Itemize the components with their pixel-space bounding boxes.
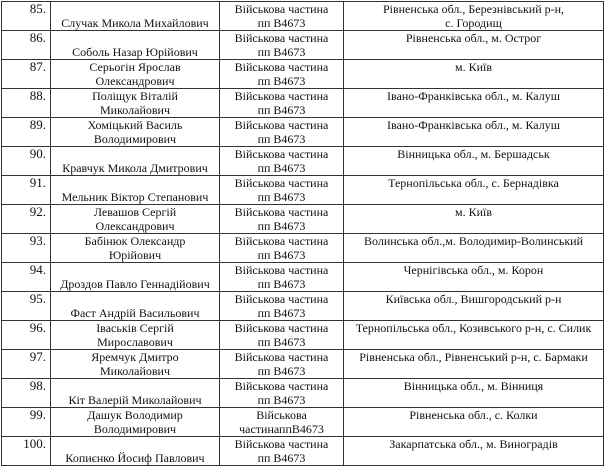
military-unit xyxy=(220,89,344,118)
row-number xyxy=(2,89,51,118)
location-text: Закарпатська обл., м. Виноградів xyxy=(389,437,558,451)
location xyxy=(344,292,604,321)
num-text: 88. xyxy=(29,88,46,103)
unit-text: Військова частина xyxy=(234,263,329,277)
unit-text: Військова частина xyxy=(234,292,329,306)
table-row xyxy=(2,321,604,350)
name-text: Іваськів Сергій xyxy=(96,321,174,335)
location xyxy=(344,89,604,118)
name-text: Соболь Назар Юрійович xyxy=(72,45,198,59)
unit-text: Військова частина xyxy=(234,205,329,219)
location xyxy=(344,176,604,205)
location xyxy=(344,147,604,176)
unit-text: пп В4673 xyxy=(257,219,306,233)
military-unit xyxy=(220,118,344,147)
location-text: Волинська обл.,м. Володимир-Волинський xyxy=(363,234,584,248)
military-unit xyxy=(220,350,344,379)
num-text: 87. xyxy=(29,59,46,74)
location-text: Чернігівська обл., м. Корон xyxy=(403,263,544,277)
table-row xyxy=(2,263,604,292)
person-name xyxy=(51,350,220,379)
unit-text: Військова частина xyxy=(234,2,329,16)
location-text: м. Київ xyxy=(454,60,493,74)
location xyxy=(344,408,604,437)
unit-text: пп В4673 xyxy=(257,74,306,88)
person-name xyxy=(51,292,220,321)
military-unit xyxy=(220,176,344,205)
row-number xyxy=(2,176,51,205)
location-text: Рівненська обл., Рівненський р-н, с. Бармаки xyxy=(359,350,588,364)
military-unit xyxy=(220,292,344,321)
unit-text: пп В4673 xyxy=(257,335,306,349)
location xyxy=(344,205,604,234)
name-text: Миколайович xyxy=(99,103,170,117)
num-text: 89. xyxy=(29,117,46,132)
military-unit xyxy=(220,31,344,60)
location-text: Вінницька обл., м. Вінниця xyxy=(403,379,544,393)
unit-text: Військова частина xyxy=(234,118,329,132)
person-name xyxy=(51,89,220,118)
table-row xyxy=(2,350,604,379)
row-number xyxy=(2,379,51,408)
location-text: Рівненська обл., м. Острог xyxy=(405,31,542,45)
name-text: Случак Микола Михайлович xyxy=(61,16,209,30)
name-text: Мирославович xyxy=(97,335,173,349)
num-text: 90. xyxy=(29,146,46,161)
unit-text: пп В4673 xyxy=(257,306,306,320)
unit-text: Військова частина xyxy=(234,31,329,45)
location xyxy=(344,2,604,31)
location xyxy=(344,31,604,60)
person-name xyxy=(51,2,220,31)
person-name xyxy=(51,176,220,205)
unit-text: Військова частина xyxy=(234,60,329,74)
location-text: Івано-Франківська обл., м. Калуш xyxy=(387,89,560,103)
name-text: Олександрович xyxy=(95,219,175,233)
person-name xyxy=(51,234,220,263)
name-text: Хоміцький Василь xyxy=(87,118,183,132)
row-number xyxy=(2,263,51,292)
name-text: Кіт Валерій Миколайович xyxy=(68,393,202,407)
military-unit xyxy=(220,408,344,437)
unit-text: пп В4673 xyxy=(257,364,306,378)
unit-text: Військова частина xyxy=(234,176,329,190)
name-text: Миколайович xyxy=(99,364,170,378)
row-number xyxy=(2,147,51,176)
row-number xyxy=(2,292,51,321)
military-unit xyxy=(220,437,344,466)
location xyxy=(344,350,604,379)
person-name xyxy=(51,379,220,408)
num-text: 86. xyxy=(29,30,46,45)
num-text: 100. xyxy=(23,436,46,451)
row-number xyxy=(2,118,51,147)
row-number xyxy=(2,437,51,466)
table-row xyxy=(2,379,604,408)
unit-text: пп В4673 xyxy=(257,45,306,59)
military-unit xyxy=(220,234,344,263)
num-text: 93. xyxy=(29,233,46,248)
name-text: Яремчук Дмитро xyxy=(91,350,179,364)
unit-text: Військова xyxy=(256,408,307,422)
unit-text: Військова частина xyxy=(234,379,329,393)
unit-text: частинаппВ4673 xyxy=(239,422,324,436)
location-text: м. Київ xyxy=(454,205,493,219)
location-text: Київська обл., Вишгородський р-н xyxy=(385,292,562,306)
table-row xyxy=(2,176,604,205)
name-text: Кравчук Микола Дмитрович xyxy=(62,161,208,175)
person-name xyxy=(51,408,220,437)
person-name xyxy=(51,31,220,60)
name-text: Юрійович xyxy=(108,248,162,262)
row-number xyxy=(2,60,51,89)
unit-text: Військова частина xyxy=(234,437,329,451)
location-text: Тернопільська обл., с. Бернадівка xyxy=(388,176,559,190)
table-row xyxy=(2,147,604,176)
row-number xyxy=(2,31,51,60)
table-row xyxy=(2,60,604,89)
location xyxy=(344,379,604,408)
num-text: 96. xyxy=(29,320,46,335)
row-number xyxy=(2,350,51,379)
unit-text: пп В4673 xyxy=(257,393,306,407)
table-row xyxy=(2,205,604,234)
unit-text: Військова частина xyxy=(234,350,329,364)
military-unit xyxy=(220,321,344,350)
person-name xyxy=(51,205,220,234)
num-text: 95. xyxy=(29,291,46,306)
location xyxy=(344,118,604,147)
location xyxy=(344,263,604,292)
unit-text: пп В4673 xyxy=(257,248,306,262)
num-text: 99. xyxy=(29,407,46,422)
unit-text: пп В4673 xyxy=(257,190,306,204)
unit-text: Військова частина xyxy=(234,147,329,161)
location-text: Тернопільська обл., Козивського р-н, с. Силик xyxy=(355,321,592,335)
person-name xyxy=(51,147,220,176)
unit-text: пп В4673 xyxy=(257,161,306,175)
location-text: с. Городищ xyxy=(445,16,502,30)
num-text: 85. xyxy=(29,1,46,16)
name-text: Поліщук Віталій xyxy=(92,89,178,103)
unit-text: Військова частина xyxy=(234,89,329,103)
location-text: Івано-Франківська обл., м. Калуш xyxy=(387,118,560,132)
location xyxy=(344,234,604,263)
name-text: Фаст Андрій Васильович xyxy=(70,306,200,320)
name-text: Копиєнко Йосиф Павлович xyxy=(65,451,205,465)
military-unit xyxy=(220,60,344,89)
name-text: Олександрович xyxy=(95,74,175,88)
name-text: Левашов Сергій xyxy=(93,205,177,219)
unit-text: пп В4673 xyxy=(257,16,306,30)
num-text: 98. xyxy=(29,378,46,393)
person-name xyxy=(51,263,220,292)
military-unit xyxy=(220,2,344,31)
table-row xyxy=(2,2,604,31)
name-text: Серьогін Ярослав xyxy=(89,60,181,74)
person-name xyxy=(51,321,220,350)
table-row xyxy=(2,292,604,321)
military-unit xyxy=(220,205,344,234)
person-name xyxy=(51,118,220,147)
location-text: Рівненська обл., Березнівський р-н, xyxy=(382,2,565,16)
row-number xyxy=(2,408,51,437)
row-number xyxy=(2,2,51,31)
table-row xyxy=(2,89,604,118)
location xyxy=(344,437,604,466)
row-number xyxy=(2,234,51,263)
military-unit xyxy=(220,263,344,292)
unit-text: Військова частина xyxy=(234,321,329,335)
row-number xyxy=(2,205,51,234)
row-number xyxy=(2,321,51,350)
person-name xyxy=(51,60,220,89)
table-row xyxy=(2,118,604,147)
unit-text: пп В4673 xyxy=(257,277,306,291)
name-text: Мельник Віктор Степанович xyxy=(61,190,209,204)
table-row xyxy=(2,31,604,60)
num-text: 94. xyxy=(29,262,46,277)
location xyxy=(344,321,604,350)
name-text: Бабінюк Олександр xyxy=(84,234,186,248)
unit-text: пп В4673 xyxy=(257,451,306,465)
name-text: Володимирович xyxy=(93,422,177,436)
military-unit xyxy=(220,379,344,408)
num-text: 97. xyxy=(29,349,46,364)
location xyxy=(344,60,604,89)
name-text: Дашук Володимир xyxy=(87,408,183,422)
unit-text: пп В4673 xyxy=(257,132,306,146)
unit-text: Військова частина xyxy=(234,234,329,248)
num-text: 92. xyxy=(29,204,46,219)
table-row xyxy=(2,408,604,437)
military-unit xyxy=(220,147,344,176)
personnel-table xyxy=(1,1,604,466)
location-text: Вінницька обл., м. Бершадськ xyxy=(397,147,550,161)
person-name xyxy=(51,437,220,466)
name-text: Володимирович xyxy=(93,132,177,146)
table-row xyxy=(2,234,604,263)
num-text: 91. xyxy=(29,175,46,190)
name-text: Дроздов Павло Геннадійович xyxy=(60,277,210,291)
table-row xyxy=(2,437,604,466)
location-text: Рівненська обл., с. Колки xyxy=(409,408,538,422)
table-body xyxy=(2,2,604,466)
unit-text: пп В4673 xyxy=(257,103,306,117)
